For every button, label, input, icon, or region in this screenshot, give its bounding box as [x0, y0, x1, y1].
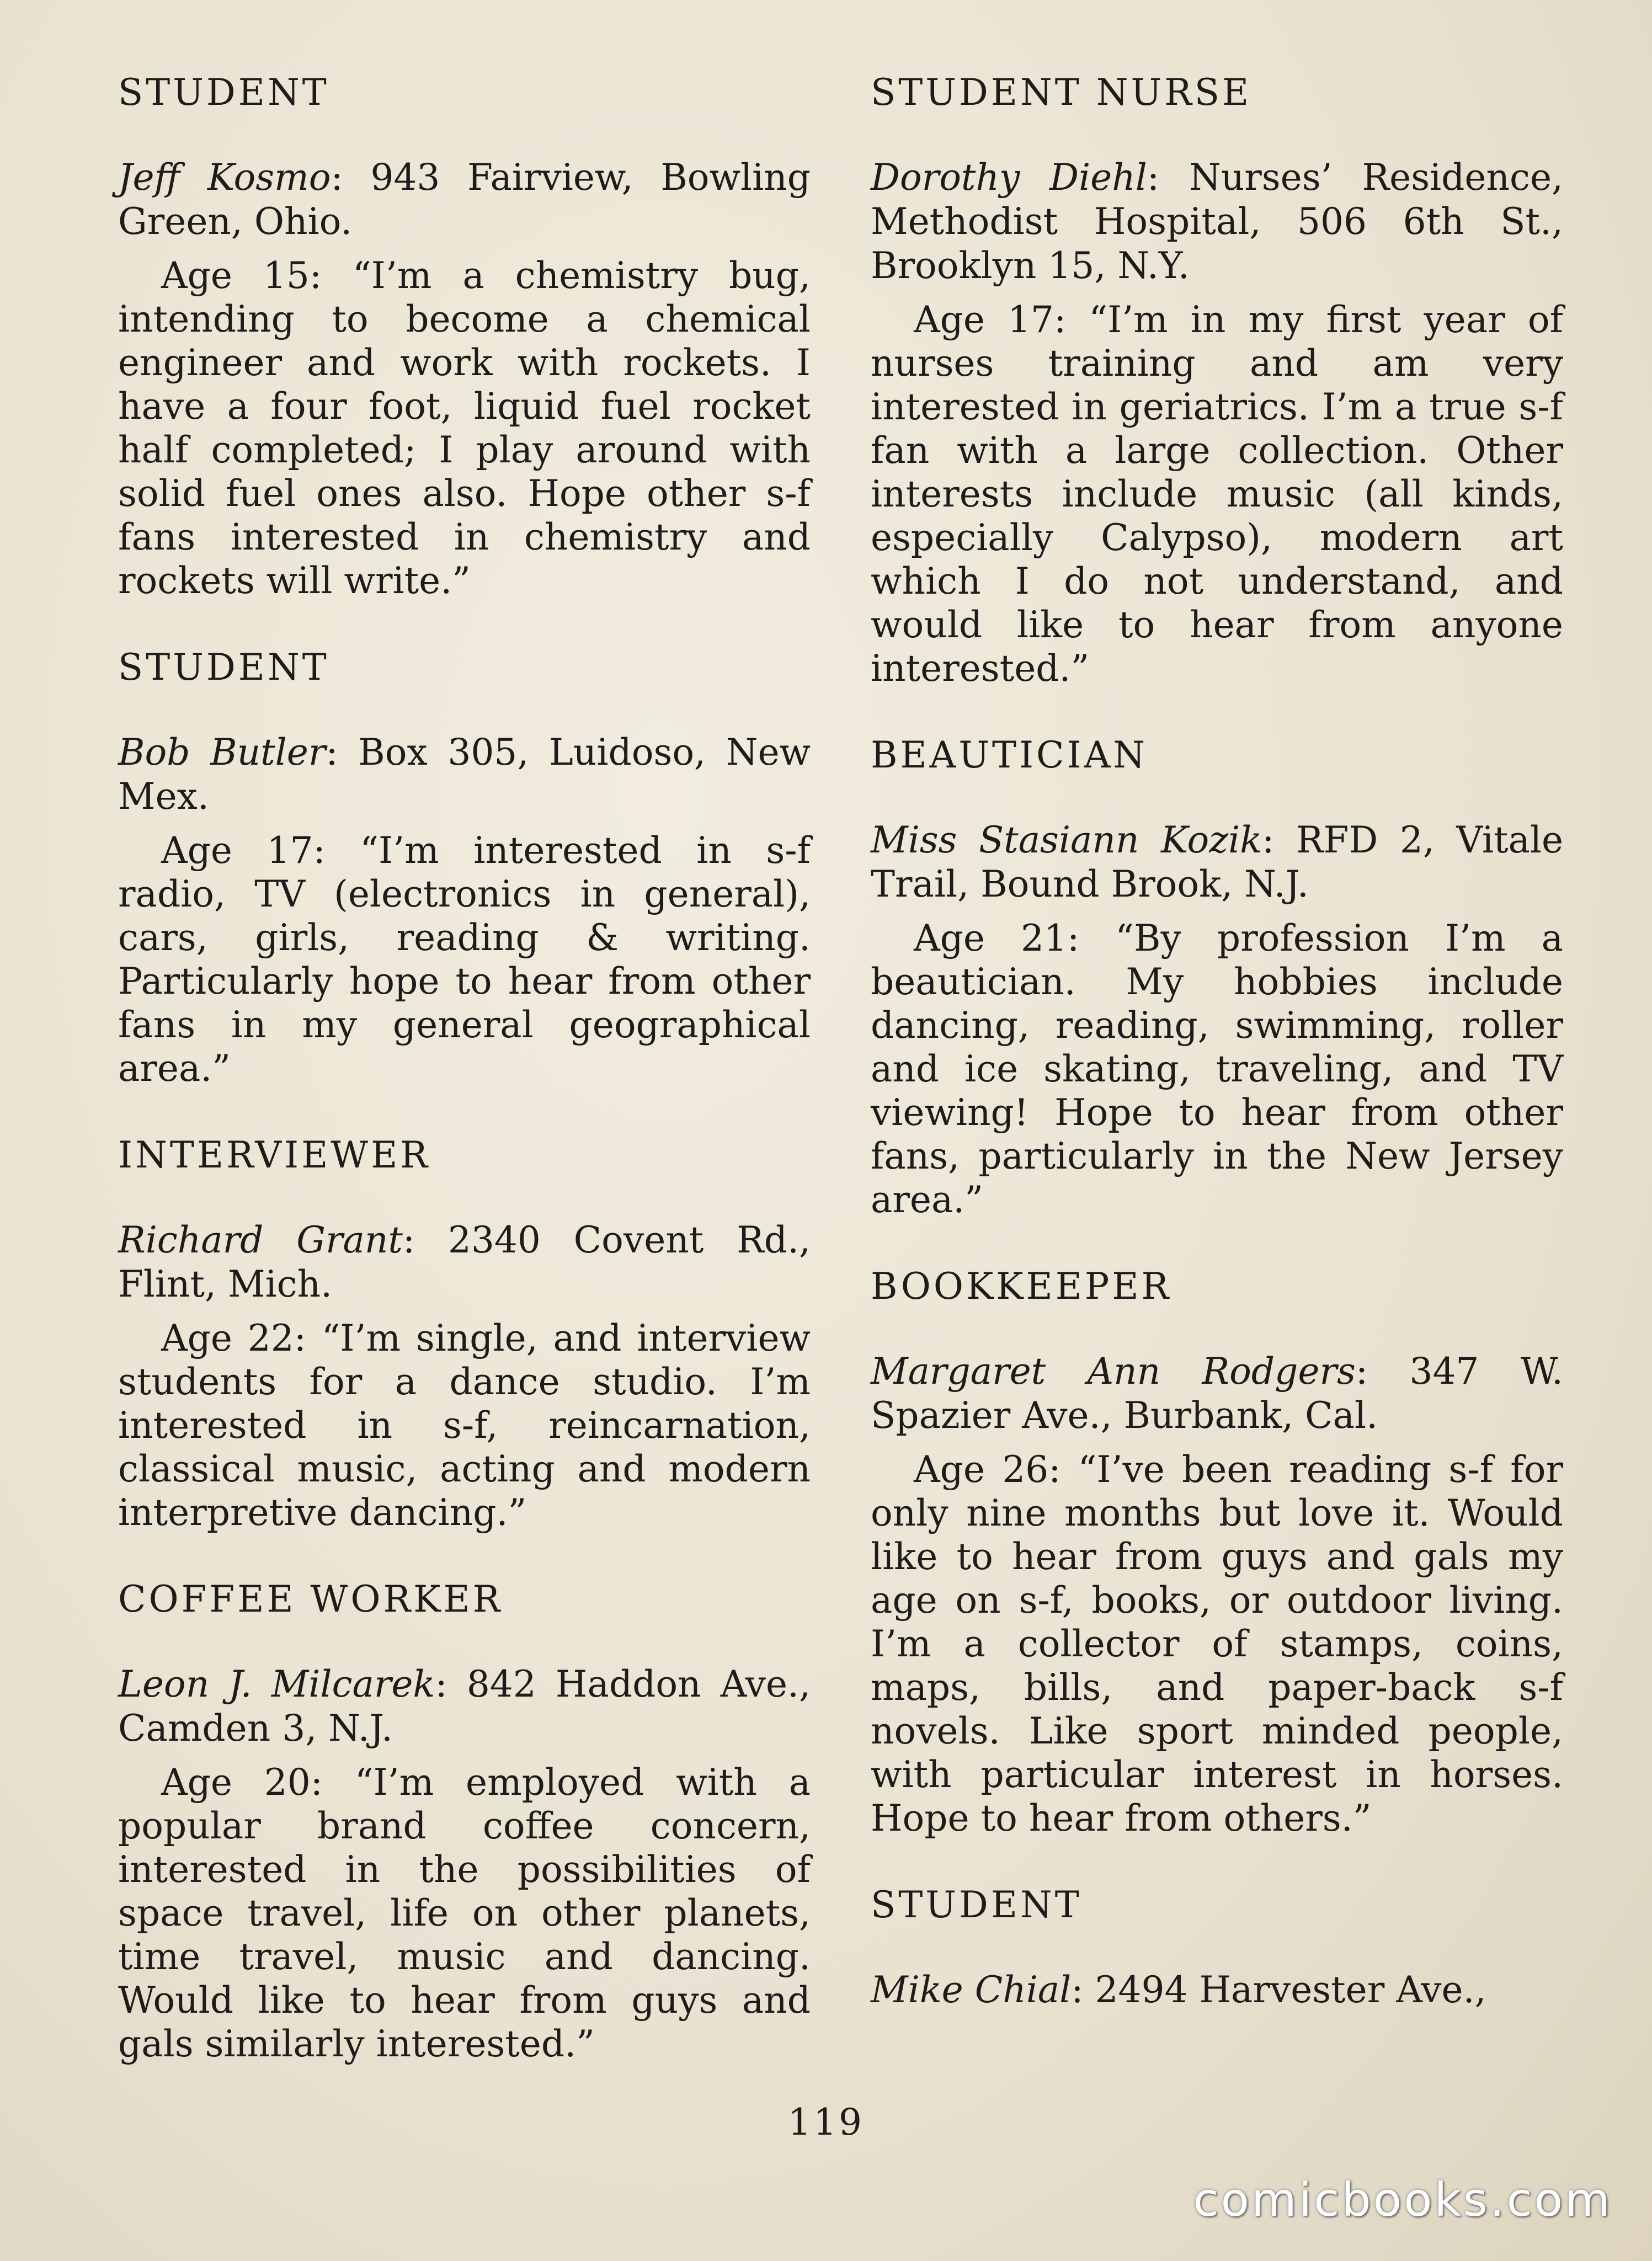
listing-entry: [118, 1133, 811, 1534]
listing-name: Margaret Ann Rodgers: [871, 1350, 1356, 1393]
listing-contact: Miss Stasiann Kozik: RFD 2, Vitale Trail, Bound Brook, N.J.: [871, 819, 1564, 905]
listing-contact: Mike Chial: 2494 Harvester Ave.,: [871, 1969, 1486, 2011]
page-number: 119: [788, 2101, 864, 2143]
occupation-heading: STUDENT: [118, 646, 329, 689]
listing-body: Age 15: “I’m a chemistry bug, intending to become a chemical engineer and work with rockets. I have a four foot, liquid fuel rocket half completed; I play around with solid fuel ones also. Hope other s-f fans interested in chemistry and rockets will write.”: [118, 254, 811, 602]
listing-contact: Bob Butler: Box 305, Luidoso, New Mex.: [118, 731, 811, 818]
occupation-heading: INTERVIEWER: [118, 1134, 430, 1176]
listing-contact: Margaret Ann Rodgers: 347 W. Spazier Ave., Burbank, Cal.: [871, 1350, 1564, 1437]
occupation-heading: STUDENT NURSE: [871, 71, 1252, 114]
listing-name: Bob Butler: [118, 731, 326, 774]
listing-body: Age 21: “By profession I’m a beautician. My hobbies include dancing, reading, swimming, roller and ice skating, traveling, and TV viewing! Hope to hear from other fans, particularly in the New Jersey area.”: [871, 917, 1563, 1221]
watermark-logo: comicbooks.com: [1193, 2173, 1612, 2227]
listing-name: Richard Grant: [118, 1219, 403, 1261]
listing-address: 347 W. Spazier Ave., Burbank, Cal.: [871, 1350, 1564, 1437]
listing-address: Box 305, Luidoso, New Mex.: [118, 731, 811, 818]
listing-address: RFD 2, Vitale Trail, Bound Brook, N.J.: [871, 819, 1564, 905]
listing-body: Age 20: “I’m employed with a popular brand coffee concern, interested in the possibilities of space travel, life on other planets, time travel, music and dancing. Would like to hear from guys and gals similarly interested.”: [118, 1761, 811, 2065]
listing-entry: [871, 71, 1563, 690]
listing-contact: Leon J. Milcarek: 842 Haddon Ave., Camden 3, N.J.: [118, 1663, 811, 1750]
occupation-heading: STUDENT: [871, 1884, 1082, 1926]
listing-entry: [118, 1577, 811, 2066]
left-column: [118, 71, 811, 2109]
listing-address: 943 Fairview, Bowling Green, Ohio.: [118, 156, 811, 243]
listing-name: Mike Chial: [871, 1969, 1072, 2011]
occupation-heading: BEAUTICIAN: [871, 734, 1148, 776]
occupation-heading: COFFEE WORKER: [118, 1578, 503, 1620]
listing-entry: [871, 1265, 1563, 1840]
listing-address: Nurses’ Residence, Methodist Hospital, 506 6th St., Brooklyn 15, N.Y.: [871, 156, 1563, 287]
listing-contact: Jeff Kosmo: 943 Fairview, Bowling Green, Ohio.: [118, 156, 811, 243]
listing-entry: [871, 1883, 1563, 2012]
occupation-heading: STUDENT: [118, 71, 329, 114]
listing-entry: [871, 733, 1563, 1222]
listing-body: Age 17: “I’m interested in s-f radio, TV (electronics in general), cars, girls, reading & writing. Particularly hope to hear from other fans in my general geographical area.”: [118, 829, 811, 1090]
listing-body: Age 26: “I’ve been reading s-f for only nine months but love it. Would like to hear from guys and gals my age on s-f, books, or outdoor living. I’m a collector of stamps, coins, maps, bills, and paper-back s-f novels. Like sport minded people, with particular interest in horses. Hope to hear from others.”: [871, 1448, 1563, 1839]
listing-name: Jeff Kosmo: [118, 156, 331, 199]
listing-name: Miss Stasiann Kozik: [871, 819, 1262, 861]
listing-body: Age 22: “I’m single, and interview students for a dance studio. I’m interested in s-f, reincarnation, classical music, acting and modern interpretive dancing.”: [118, 1317, 811, 1534]
occupation-heading: BOOKKEEPER: [871, 1265, 1172, 1308]
listing-name: Dorothy Diehl: [871, 156, 1147, 199]
listing-address: 2340 Covent Rd., Flint, Mich.: [118, 1219, 811, 1305]
listing-contact: Dorothy Diehl: Nurses’ Residence, Methodist Hospital, 506 6th St., Brooklyn 15, N.Y.: [871, 156, 1563, 287]
listing-entry: [118, 71, 811, 602]
right-column: [871, 71, 1563, 2055]
listing-body: Age 17: “I’m in my first year of nurses training and am very interested in geriatrics. I’m a true s-f fan with a large collection. Other interests include music (all kinds, especially Calypso), modern art which I do not understand, and would like to hear from anyone interested.”: [871, 298, 1563, 690]
listing-entry: [118, 646, 811, 1090]
listing-name: Leon J. Milcarek: [118, 1663, 435, 1705]
listing-address: 2494 Harvester Ave.,: [1095, 1969, 1486, 2011]
listing-address: 842 Haddon Ave., Camden 3, N.J.: [118, 1663, 811, 1750]
listing-contact: Richard Grant: 2340 Covent Rd., Flint, Mich.: [118, 1219, 811, 1305]
